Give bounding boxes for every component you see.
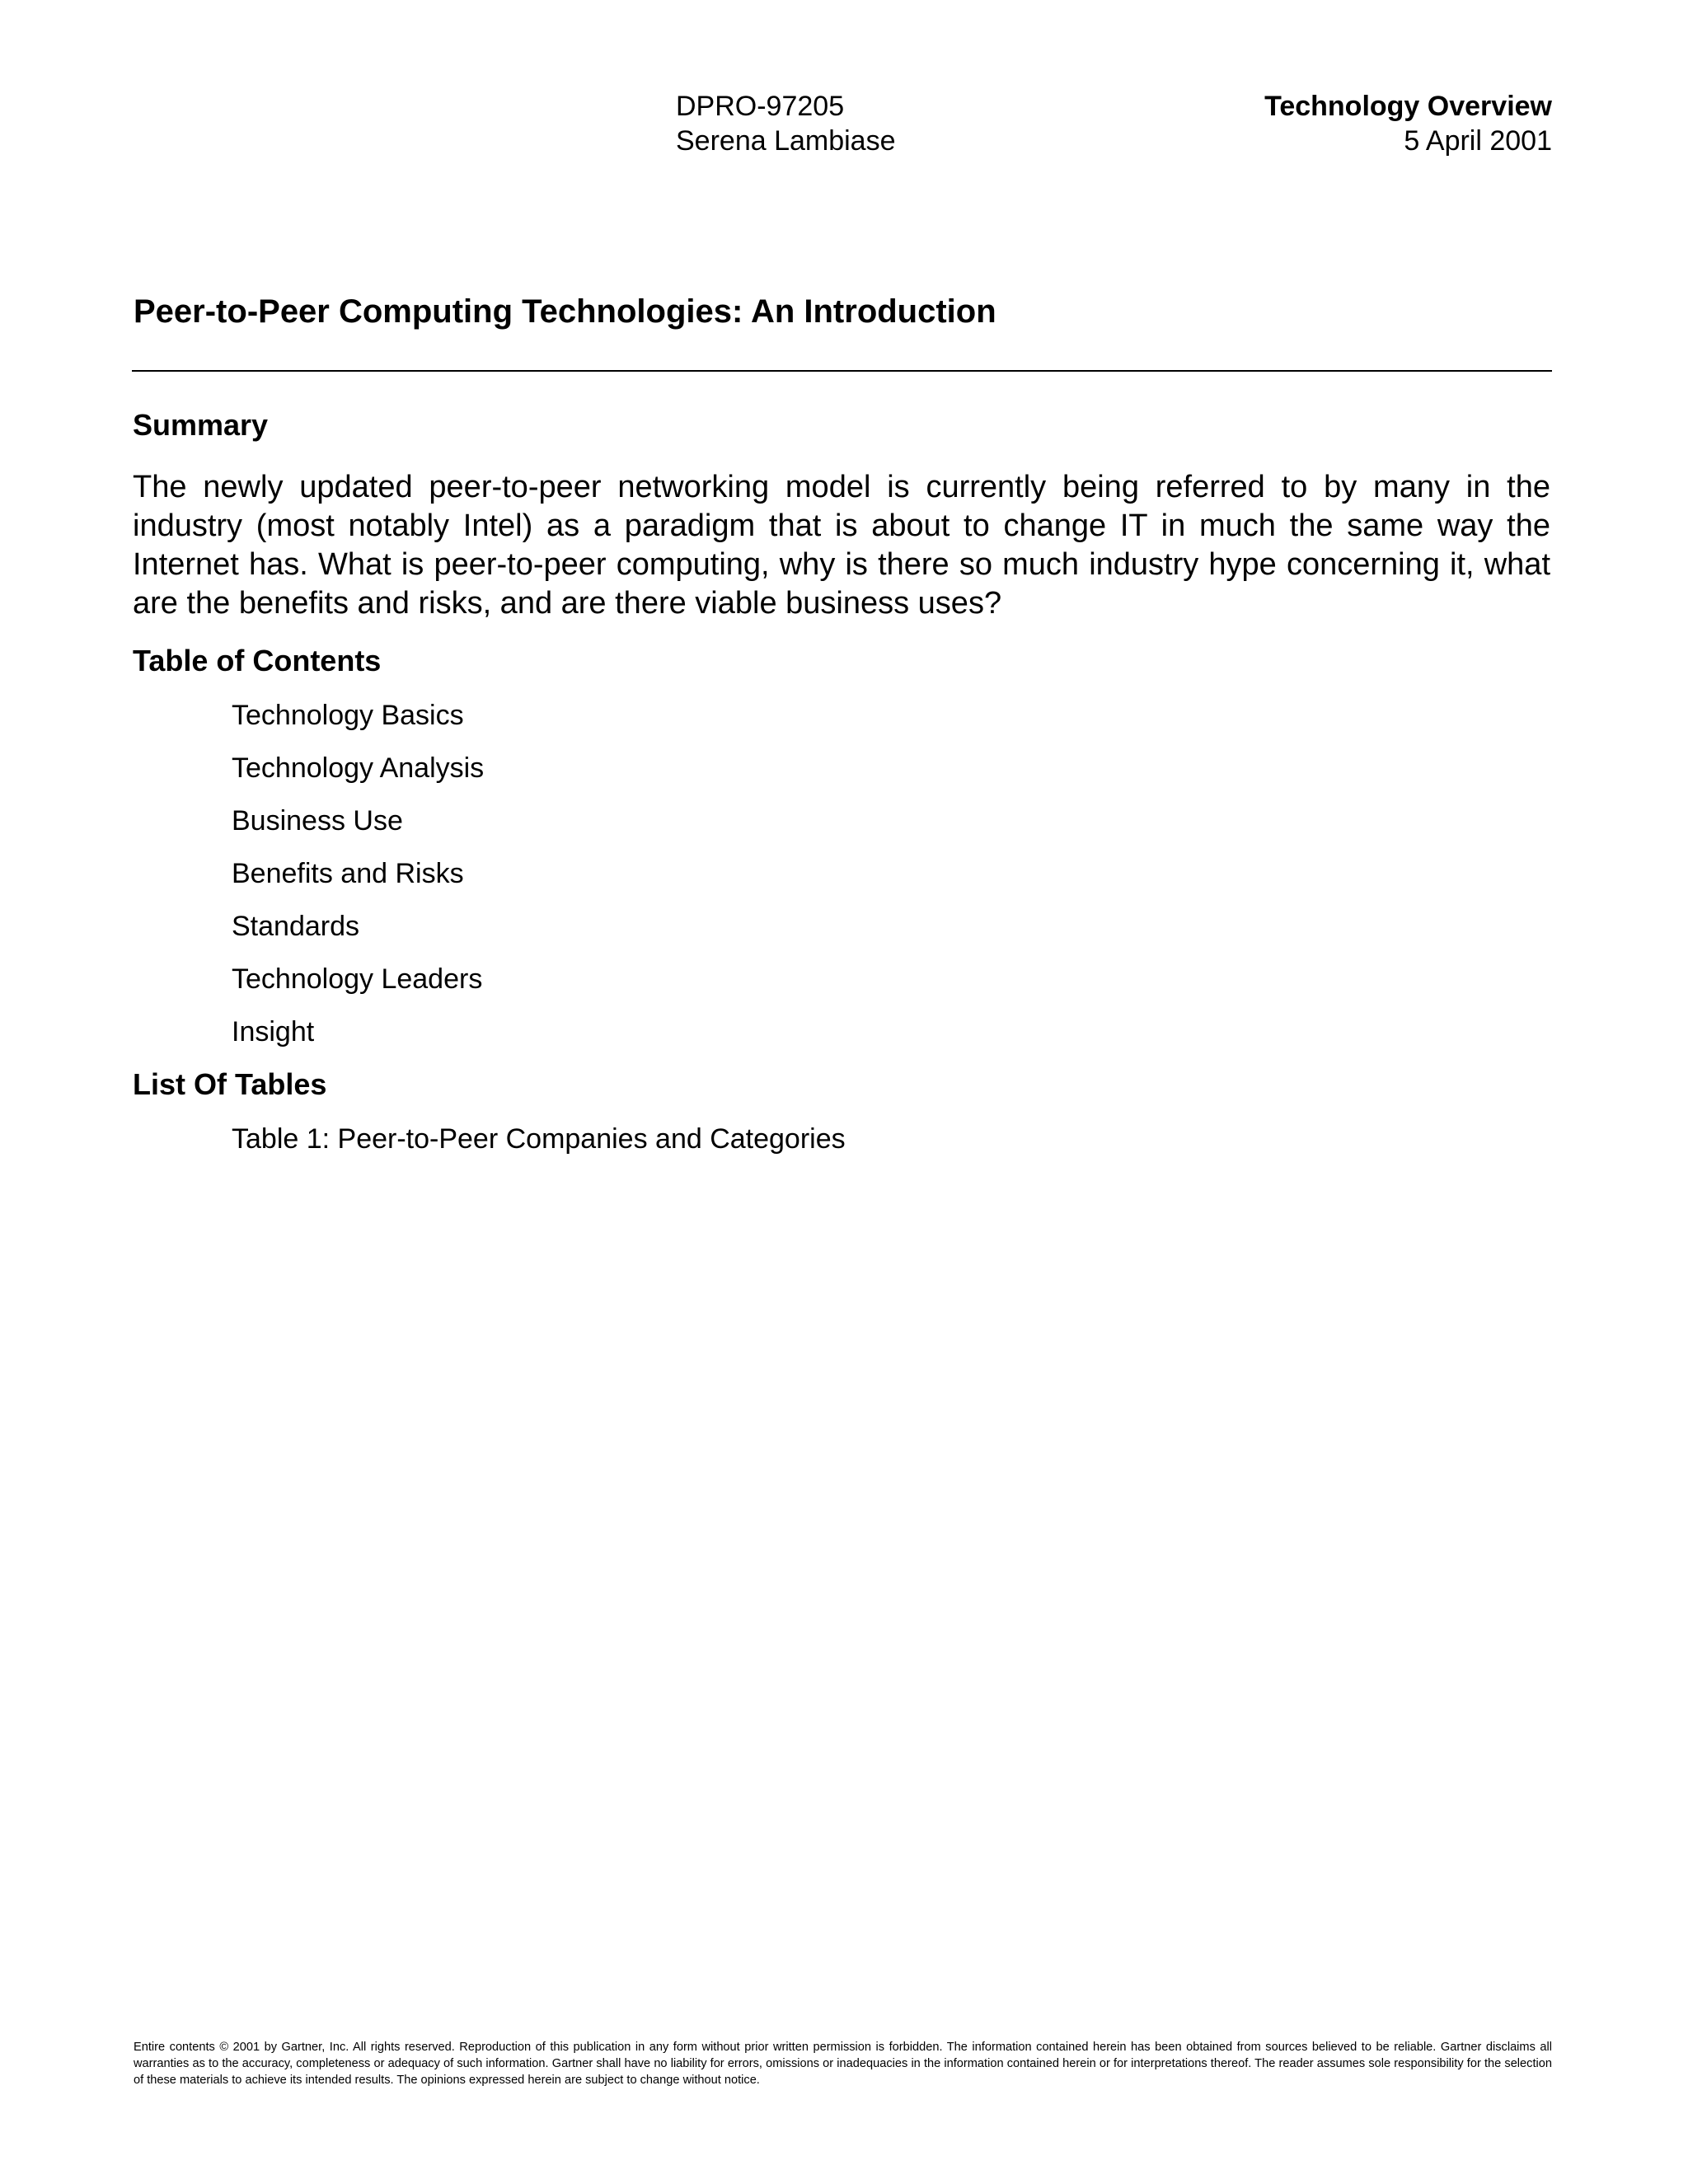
document-type: Technology Overview	[1264, 91, 1552, 122]
author-name: Serena Lambiase	[676, 125, 896, 157]
table-of-contents-list	[232, 696, 484, 1065]
document-header-left	[676, 89, 1104, 158]
summary-heading: Summary	[133, 408, 269, 442]
title-divider	[132, 370, 1552, 372]
list-of-tables-heading: List Of Tables	[133, 1067, 327, 1101]
copyright-footer: Entire contents © 2001 by Gartner, Inc. All rights reserved. Reproduction of this publication in any form without prior written permission is forbidden. The information contained herein has been obtained from sources believed to be reliable. Gartner disclaims all warranties as to the accuracy, completeness or adequacy of such information. Gartner shall have no liability for errors, omissions or inadequacies in the information contained herein or for interpretations thereof. The reader assumes sole responsibility for the selection of these materials to achieve its intended results. The opinions expressed herein are subject to change without notice.	[134, 2041, 1552, 2087]
table-of-contents-heading: Table of Contents	[133, 644, 382, 677]
toc-item-insight[interactable]: Insight	[232, 1016, 315, 1047]
document-id: DPRO-97205	[676, 91, 845, 122]
list-of-tables-list	[232, 1119, 846, 1172]
document-title: Peer-to-Peer Computing Technologies: An Introduction	[134, 293, 996, 330]
toc-item-business-use[interactable]: Business Use	[232, 805, 403, 837]
toc-item-standards[interactable]: Standards	[232, 911, 359, 942]
document-header-right	[1057, 89, 1552, 158]
toc-item-benefits-and-risks[interactable]: Benefits and Risks	[232, 858, 464, 889]
toc-item-technology-leaders[interactable]: Technology Leaders	[232, 963, 483, 995]
publication-date: 5 April 2001	[1404, 125, 1552, 157]
toc-item-technology-analysis[interactable]: Technology Analysis	[232, 752, 485, 784]
summary-body: The newly updated peer-to-peer networking model is currently being referred to by many in the industry (most notably Intel) as a paradigm that is about to change IT in much the same way the Internet has. What is peer-to-peer computing, why is there so much industry hype concerning it, what are the benefits and risks, and are there viable business uses?	[133, 470, 1550, 621]
table-list-item-1[interactable]: Table 1: Peer-to-Peer Companies and Categories	[232, 1123, 846, 1155]
toc-item-technology-basics[interactable]: Technology Basics	[232, 700, 464, 731]
